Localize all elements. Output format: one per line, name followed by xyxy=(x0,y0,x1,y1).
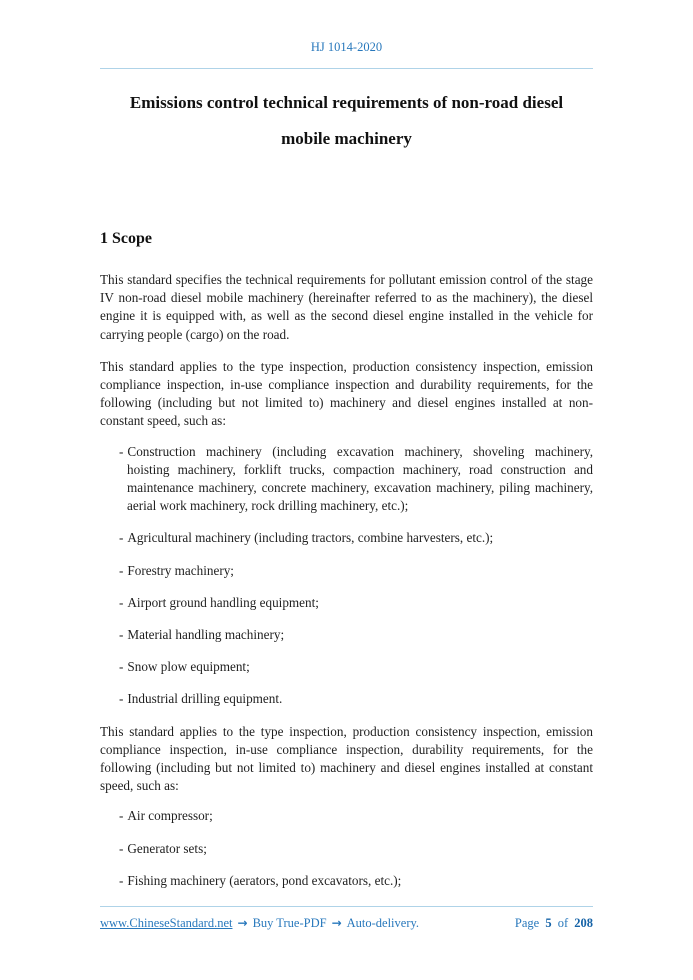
paragraph-scope-3: This standard applies to the type inspection, production consistency inspection, emission compliance inspection, in-use compliance inspection, durability requirements, for the following (including but not limited to) machinery and diesel engines installed at constant speed, such as: xyxy=(100,723,593,794)
list-item-text: Industrial drilling equipment. xyxy=(127,691,283,707)
list-item xyxy=(100,594,593,612)
list-item xyxy=(100,529,593,547)
list-marker: - xyxy=(119,594,124,610)
list-item-text: Agricultural machinery (including tractors, combine harvesters, etc.); xyxy=(127,530,494,546)
list-item xyxy=(100,690,593,708)
list-item-text: Generator sets; xyxy=(127,840,207,856)
list-item-text: Air compressor; xyxy=(127,808,213,824)
list-marker: - xyxy=(119,562,124,578)
list-marker: - xyxy=(119,627,124,643)
footer-delivery-text: Auto-delivery. xyxy=(346,916,420,930)
list-marker: - xyxy=(119,840,124,856)
list-item-text: Airport ground handling equipment; xyxy=(127,594,319,610)
list-item xyxy=(100,807,593,825)
footer-left xyxy=(100,916,419,931)
list-marker: - xyxy=(119,872,124,888)
list-non-constant-speed xyxy=(100,443,593,709)
document-title-line1: Emissions control technical requirements of non-road diesel xyxy=(129,93,564,112)
list-marker: - xyxy=(119,443,124,459)
list-item-text: Forestry machinery; xyxy=(127,562,234,578)
paragraph-scope-2: This standard applies to the type inspection, production consistency inspection, emission compliance inspection, in-use compliance inspection and durability requirements, for the following (including but not limited to) machinery and diesel engines installed at non-constant speed, such as: xyxy=(100,358,593,429)
list-item-text: Material handling machinery; xyxy=(127,627,285,643)
list-marker: - xyxy=(119,691,124,707)
arrow-right-icon: → xyxy=(331,916,342,930)
document-title xyxy=(100,85,593,157)
list-item xyxy=(100,626,593,644)
list-item-text: Fishing machinery (aerators, pond excavators, etc.); xyxy=(127,872,402,888)
header-divider xyxy=(100,68,593,69)
list-constant-speed xyxy=(100,807,593,890)
footer-page-label: Page xyxy=(514,916,540,930)
footer-total-pages: 208 xyxy=(574,916,593,930)
list-item-text: Construction machinery (including excavation machinery, shoveling machinery, hoisting machinery, forklift trucks, compaction machinery, road construction and maintenance machinery, concrete machinery, excavation machinery, piling machinery, aerial work machinery, rock drilling machinery, etc.); xyxy=(127,443,593,514)
header-doc-code: HJ 1014-2020 xyxy=(310,40,383,54)
footer-link[interactable]: www.ChineseStandard.net xyxy=(100,916,233,930)
list-item xyxy=(100,562,593,580)
arrow-right-icon: → xyxy=(237,916,248,930)
list-item xyxy=(100,840,593,858)
footer-page-info xyxy=(515,916,593,931)
footer-buy-text: Buy True-PDF xyxy=(252,916,327,930)
list-item xyxy=(100,872,593,890)
list-marker: - xyxy=(119,808,124,824)
document-title-line2: mobile machinery xyxy=(281,129,412,148)
section-heading-scope: 1 Scope xyxy=(100,230,152,247)
list-marker: - xyxy=(119,659,124,675)
list-item-text: Snow plow equipment; xyxy=(127,659,250,675)
footer-page-number: 5 xyxy=(545,916,552,930)
list-item xyxy=(100,658,593,676)
list-item xyxy=(100,443,593,516)
footer-of-label: of xyxy=(557,916,569,930)
paragraph-scope-1: This standard specifies the technical requirements for pollutant emission control of the stage IV non-road diesel mobile machinery (hereinafter referred to as the machinery), the diesel engine it is equipped with, as well as the second diesel engine installed in the vehicle for carrying people (cargo) on the road. xyxy=(100,272,593,342)
footer xyxy=(100,906,593,931)
list-marker: - xyxy=(119,530,124,546)
